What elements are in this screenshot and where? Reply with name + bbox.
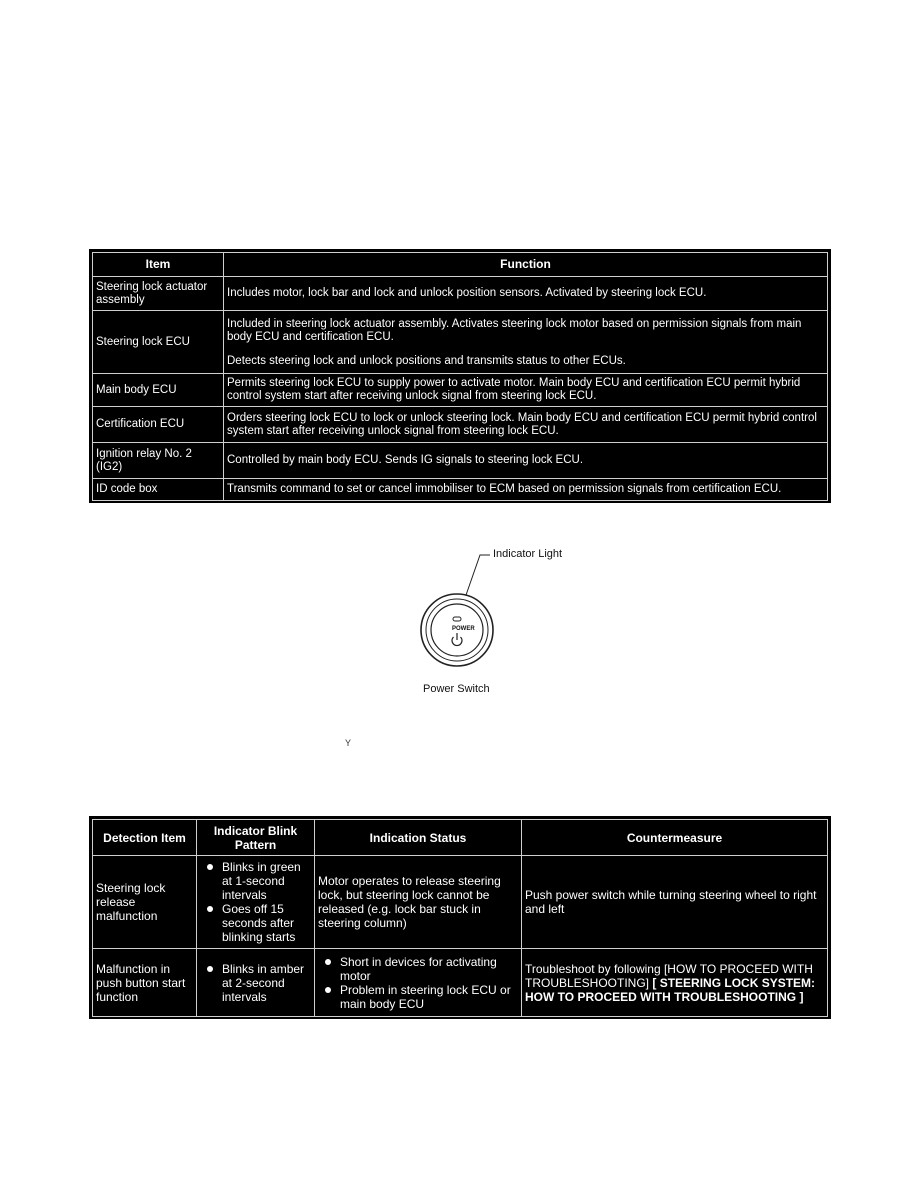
blink-pattern-item: Blinks in amber at 2-second intervals — [222, 962, 311, 1004]
blink-pattern-cell — [197, 949, 315, 1017]
function-paragraph: Detects steering lock and unlock positions and transmits status to other ECUs. — [227, 355, 626, 367]
diagnosis-table — [89, 816, 831, 1019]
function-cell: Includes motor, lock bar and lock and unlock position sensors. Activated by steering lock ECU. — [224, 277, 828, 311]
indication-status-cell — [315, 949, 522, 1017]
table-row — [93, 443, 828, 479]
function-paragraph: Included in steering lock actuator assembly. Activates steering lock motor based on permission signals from main body ECU and certification ECU. — [227, 318, 802, 343]
countermeasure-text: Troubleshoot by following [HOW TO PROCEED WITH TROUBLESHOOTING] — [525, 961, 813, 990]
countermeasure-cell — [522, 949, 828, 1017]
function-cell: Orders steering lock ECU to lock or unlock steering lock. Main body ECU and certification ECU permit hybrid control system start after receiving unlock signal from steering lock ECU. — [224, 407, 828, 443]
blink-pattern-cell — [197, 856, 315, 949]
blink-pattern-item: Goes off 15 seconds after blinking starts — [222, 902, 311, 944]
item-cell: Steering lock ECU — [93, 311, 224, 374]
header-blink-pattern: Indicator Blink Pattern — [197, 820, 315, 856]
countermeasure-cell: Push power switch while turning steering wheel to right and left — [522, 856, 828, 949]
function-cell: Controlled by main body ECU. Sends IG signals to steering lock ECU. — [224, 443, 828, 479]
header-item: Item — [93, 253, 224, 277]
function-cell — [224, 311, 828, 374]
item-cell: Main body ECU — [93, 374, 224, 407]
table-row — [93, 277, 828, 311]
table-row — [93, 949, 828, 1017]
diagnosis-table-grid — [92, 819, 828, 1017]
header-indication-status: Indication Status — [315, 820, 522, 856]
header-function: Function — [224, 253, 828, 277]
item-cell: Ignition relay No. 2 (IG2) — [93, 443, 224, 479]
table-header-row — [93, 253, 828, 277]
figure-caption: Power Switch — [423, 683, 490, 695]
table-row — [93, 374, 828, 407]
header-detection-item: Detection Item — [93, 820, 197, 856]
button-power-text: POWER — [452, 626, 475, 632]
detection-item-cell: Malfunction in push button start function — [93, 949, 197, 1017]
item-cell: ID code box — [93, 479, 224, 501]
indication-status-item: Short in devices for activating motor — [340, 955, 518, 983]
header-countermeasure: Countermeasure — [522, 820, 828, 856]
components-table — [89, 249, 831, 503]
power-switch-illustration — [400, 540, 600, 700]
item-cell: Certification ECU — [93, 407, 224, 443]
table-row — [93, 311, 828, 374]
table-row — [93, 479, 828, 501]
stray-character: Y — [345, 738, 352, 748]
item-cell: Steering lock actuator assembly — [93, 277, 224, 311]
function-cell: Permits steering lock ECU to supply power to activate motor. Main body ECU and certification ECU permit hybrid control system start after receiving unlock signal from steering lock ECU. — [224, 374, 828, 407]
indicator-light-label: Indicator Light — [493, 548, 563, 560]
table-row — [93, 407, 828, 443]
indication-status-cell: Motor operates to release steering lock, but steering lock cannot be released (e.g. lock bar stuck in steering column) — [315, 856, 522, 949]
table-header-row — [93, 820, 828, 856]
indication-status-item: Problem in steering lock ECU or main body ECU — [340, 983, 518, 1011]
blink-pattern-item: Blinks in green at 1-second intervals — [222, 860, 311, 902]
troubleshooting-link[interactable]: [ STEERING LOCK SYSTEM: HOW TO PROCEED WITH TROUBLESHOOTING ] — [525, 975, 816, 1004]
detection-item-cell: Steering lock release malfunction — [93, 856, 197, 949]
function-cell: Transmits command to set or cancel immobiliser to ECM based on permission signals from certification ECU. — [224, 479, 828, 501]
table-row — [93, 856, 828, 949]
power-switch-figure — [400, 540, 600, 700]
components-table-grid — [92, 252, 828, 501]
